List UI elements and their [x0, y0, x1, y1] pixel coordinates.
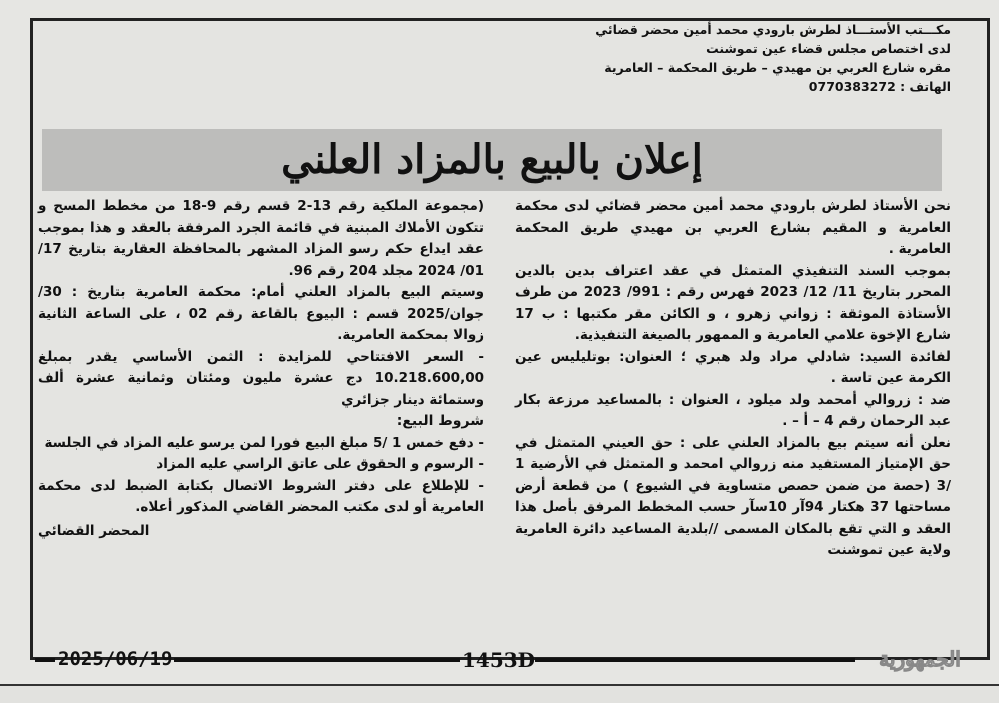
footer-rule — [535, 658, 855, 662]
sale-venue: وسيتم البيع بالمزاد العلني أمام: محكمة العامرية بتاريخ : 30/جوان/2025 قسم : البيوع بالقاعة رقم 02 ، على الساعة الثانية زوالا بمحكمة العامرية. — [38, 284, 484, 343]
issue-date: 2025/06/19 — [58, 648, 173, 670]
footer-rule — [35, 658, 55, 662]
footer-rule — [174, 658, 460, 662]
newspaper-logo: الجمهورية — [879, 647, 961, 671]
right-column — [515, 196, 951, 562]
office-phone: الهاتف : 0770383272 — [808, 79, 951, 94]
condition-3: - للإطلاع على دفتر الشروط الاتصال بكتابة الضبط لدى محكمة العامرية أو لدى مكتب المحضر القاضي المذكور أعلاه. — [38, 477, 484, 515]
left-column — [38, 196, 484, 542]
executive-title: بموجب السند التنفيذي المتمثل في عقد اعتراف بدين بالدين المحرر بتاريخ 11/ 12/ 2023 فهرس رقم : 991/ 2023 من طرف الأستاذة الموثقة : زواني زهرو ، و الكائن مقر مكتبها : ب 17 شارع الإخوة علامي العامرية و الممهور بالصيغة التنفيذية. — [515, 262, 951, 343]
announcement-title: إعلان بالبيع بالمزاد العلني — [281, 136, 703, 183]
page-footer — [30, 644, 990, 674]
office-header — [431, 20, 951, 96]
ad-code: 1453D — [462, 648, 536, 672]
conditions-heading: شروط البيع: — [396, 413, 484, 429]
condition-1: - دفع خمس 1 /5 مبلغ البيع فورا لمن يرسو عليه المزاد في الجلسة — [44, 434, 484, 451]
office-jurisdiction: لدى اختصاص مجلس قضاء عين تموشنت — [706, 41, 951, 56]
next-announcement-frame — [0, 684, 999, 703]
signature: المحضر القضائي — [38, 522, 150, 539]
office-address: مقره شارع العربي بن مهيدي – طريق المحكمة – العامرية — [604, 60, 951, 75]
bailiff-intro: نحن الأستاذ لطرش بارودي محمد أمين محضر قضائي لدى محكمة العامرية و المقيم بشارع العربي بن مهيدي طريق المحكمة العامرية . — [515, 198, 951, 257]
office-name: مكـــتب الأستـــاذ لطرش بارودي محمد أمين محضر قضائي — [595, 22, 951, 37]
condition-2: - الرسوم و الحقوق على عاتق الراسي عليه المزاد — [156, 456, 484, 472]
beneficiary: لفائدة السيد: شادلي مراد ولد هبري ؛ العنوان: بوتليليس عين الكرمة عين تاسة . — [515, 348, 951, 386]
opening-price: - السعر الافتتاحي للمزايدة : الثمن الأساسي يقدر بمبلغ 10.218.600,00 دج عشرة مليون ومئتان وثمانية عشرة ألف وستمائة دينار جزائري — [38, 348, 484, 408]
debtor: ضد : زروالي أمحمد ولد ميلود ، العنوان : بالمساعيد مرزعة بكار عبد الرحمان رقم 4 – أ – . — [515, 391, 951, 429]
property-description: (مجموعة الملكية رقم 13-2 قسم رقم 9-18 من مخطط المسح و تتكون الأملاك المبنية في قائمة الجرد المرفقة بالعقد و هذا بموجب عقد ايداع حكم رسو المزاد المشهر بالمحافظة العقارية بتاريخ 17/ 01/ 2024 مجلد 204 رقم 96. — [38, 198, 484, 279]
sale-subject: نعلن أنه سيتم بيع بالمزاد العلني على : حق العيني المتمثل في حق الإمتياز المستفيد منه زروالي امحمد و المتمثل في الأرضية 1 /3 (حصة من ضمن حصص متساوية في الشيوع ) من قطعة أرض مساحتها 37 هكتار 94آر 10سآر حسب المخطط المرفق بأصل هذا العقد و التي تقع بالمكان المسمى //بلدية المساعيد دائرة العامرية ولاية عين تموشنت — [515, 434, 951, 558]
